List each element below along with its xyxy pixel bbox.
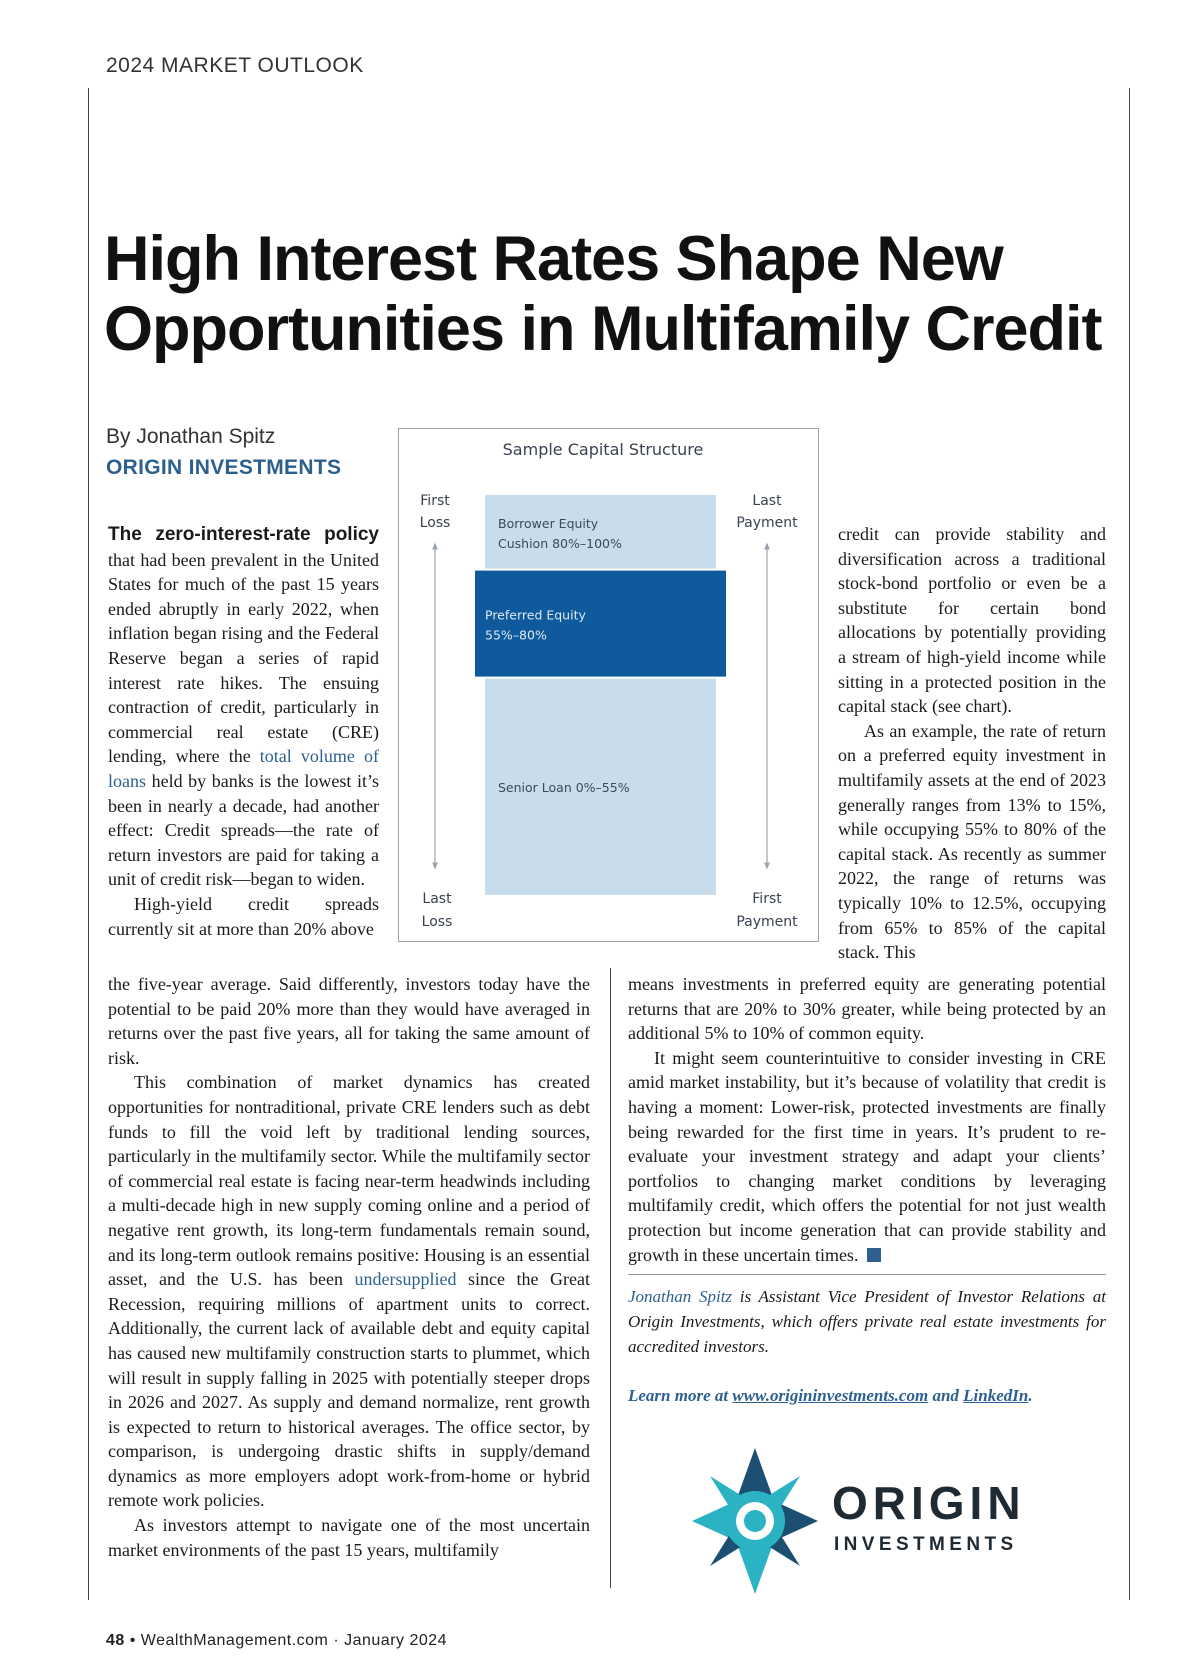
left-column-narrow	[108, 522, 379, 941]
origin-investments-logo	[690, 1446, 1050, 1596]
stack-layer-2-label: Preferred Equity	[485, 607, 586, 623]
right-bottom-label-1: First	[752, 891, 782, 907]
right-paragraph-1: credit can provide stability and diversification across a traditional stock-bond portfolio or even be a substitute for certain bond allocations by potentially providing a stream of high-yield income while sitting in a protected position in the capital stack (see chart).	[838, 524, 1106, 717]
stack-layer-3-label: Senior Loan 0%–55%	[498, 779, 630, 795]
logo-word-origin: ORIGIN	[832, 1477, 1026, 1529]
section-label: 2024 MARKET OUTLOOK	[106, 54, 364, 77]
left-rule	[88, 88, 89, 1600]
logo-word-investments: INVESTMENTS	[834, 1534, 1018, 1555]
compass-star-icon	[690, 1446, 820, 1596]
byline: By Jonathan Spitz	[106, 425, 276, 448]
article-headline	[104, 224, 1144, 364]
bio-divider	[628, 1274, 1106, 1275]
paragraph-1: The zero-interest-rate policy that had been prevalent in the United States for much of the past 15 years ended abruptly in early 2022, when inflation began rising and the Federal Reserve began a series of rapid interest rate hikes. The ensuing contraction of credit, particularly in commercial real estate (CRE) lending, where the total volume of loans held by banks is the lowest it’s been in nearly a decade, had another effect: Credit spreads—the rate of return investors are paid for taking a unit of credit risk—began to widen.	[108, 524, 379, 890]
stack-layer-1	[485, 495, 716, 569]
stack-layer-2	[475, 571, 726, 677]
right-top-label-2: Payment	[736, 515, 798, 531]
issue-date: · January 2024	[328, 1632, 448, 1649]
linkedin-link[interactable]: LinkedIn	[963, 1386, 1029, 1405]
learn-more: Learn more at www.origininvestments.com and LinkedIn.	[628, 1386, 1033, 1405]
end-mark-icon	[867, 1248, 881, 1262]
right-column-wide	[628, 972, 1106, 1267]
page-number: 48	[106, 1632, 125, 1649]
website-link[interactable]: www.origininvestments.com	[732, 1386, 929, 1405]
bio-author-name: Jonathan Spitz	[628, 1287, 733, 1306]
left-top-label-2: Loss	[419, 515, 451, 531]
headline-line-2: Opportunities in Multifamily Credit	[104, 294, 1102, 364]
author-bio: Jonathan Spitz is Assistant Vice President of Investor Relations at Origin Investments, which offers private real estate investments for accredited investors.	[628, 1287, 1106, 1356]
right-bottom-label-2: Payment	[736, 914, 798, 930]
stack-layer-2-label: 55%–80%	[485, 627, 547, 643]
paragraph-2-continued: the five-year average. Said differently, investors today have the potential to be paid 20% more than they would have averaged in returns over the past five years, all for taking the same amount of risk.	[108, 974, 590, 1068]
headline-line-1: High Interest Rates Shape New	[104, 224, 1003, 294]
paragraph-2-start: High-yield credit spreads currently sit at more than 20% above	[108, 893, 379, 939]
capital-structure-chart	[398, 428, 819, 942]
right-paragraph-3: It might seem counterintuitive to consider investing in CRE amid market instability, but it’s because of volatility that credit is having a moment: Lower-risk, protected investments are finally being rewarded for the first time in years. It’s prudent to re-evaluate your investment strategy and adapt your clients’ portfolios to changing market conditions by leveraging multifamily credit, which offers the potential for not just wealth protection but income generation that can provide stability and growth in these uncertain times.	[628, 1047, 1106, 1265]
left-column-wide	[108, 972, 590, 1562]
stack-layer-1-label: Borrower Equity	[498, 515, 599, 531]
lead-in: The zero-interest-rate policy	[108, 524, 379, 545]
author-organization: ORIGIN INVESTMENTS	[106, 456, 342, 479]
chart-svg	[399, 429, 820, 943]
right-paragraph-2: As an example, the rate of return on a preferred equity investment in multifamily assets at the end of 2023 generally ranges from 13% to 15%, while occupying 55% to 80% of the capital stack. As recently as summer 2022, the range of returns was typically 10% to 12.5%, occupying from 65% to 85% of the capital stack. This	[838, 720, 1106, 963]
paragraph-3: This combination of market dynamics has created opportunities for nontraditional, private CRE lenders such as debt funds to fill the void left by traditional lending sources, particularly in the multifamily sector. While the multifamily sector of commercial real estate is facing near-term headwinds including a multi-decade high in new supply coming online and a period of negative rent growth, its long-term fundamentals remain sound, and its long-term outlook remains positive: Housing is an essential asset, and the U.S. has been undersupplied since the Great Recession, requiring millions of apartment units to correct. Additionally, the current lack of available debt and equity capital has caused new multifamily construction starts to plummet, which will result in supply falling in 2025 with potentially steeper drops in 2026 and 2027. As supply and demand normalize, rent growth is expected to return to historical averages. The office sector, by comparison, is undergoing drastic shifts in supply/demand dynamics as more employers adopt work-from-home or hybrid remote work policies.	[108, 1072, 590, 1511]
column-rule	[610, 968, 611, 1588]
left-top-label-1: First	[420, 493, 450, 509]
link-total-volume-of-loans[interactable]: total volume of loans	[108, 746, 379, 791]
right-column-narrow	[838, 522, 1106, 965]
right-top-label-1: Last	[752, 493, 782, 509]
paragraph-4-start: As investors attempt to navigate one of the most uncertain market environments of the past 15 years, multifamily	[108, 1515, 590, 1560]
page-footer: 48 • WealthManagement.com · January 2024	[106, 1632, 448, 1649]
link-undersupplied[interactable]: undersupplied	[354, 1269, 457, 1290]
capital-stack	[475, 495, 726, 895]
stack-layer-1-label: Cushion 80%–100%	[498, 535, 622, 551]
left-bottom-label-2: Loss	[421, 914, 453, 930]
right-paragraph-2-continued: means investments in preferred equity are generating potential returns that are 20% to 30% greater, while being protected by an additional 5% to 10% of common equity.	[628, 974, 1106, 1044]
chart-title: Sample Capital Structure	[502, 440, 704, 459]
publication-site: WealthManagement.com	[140, 1632, 329, 1649]
left-bottom-label-1: Last	[422, 891, 452, 907]
